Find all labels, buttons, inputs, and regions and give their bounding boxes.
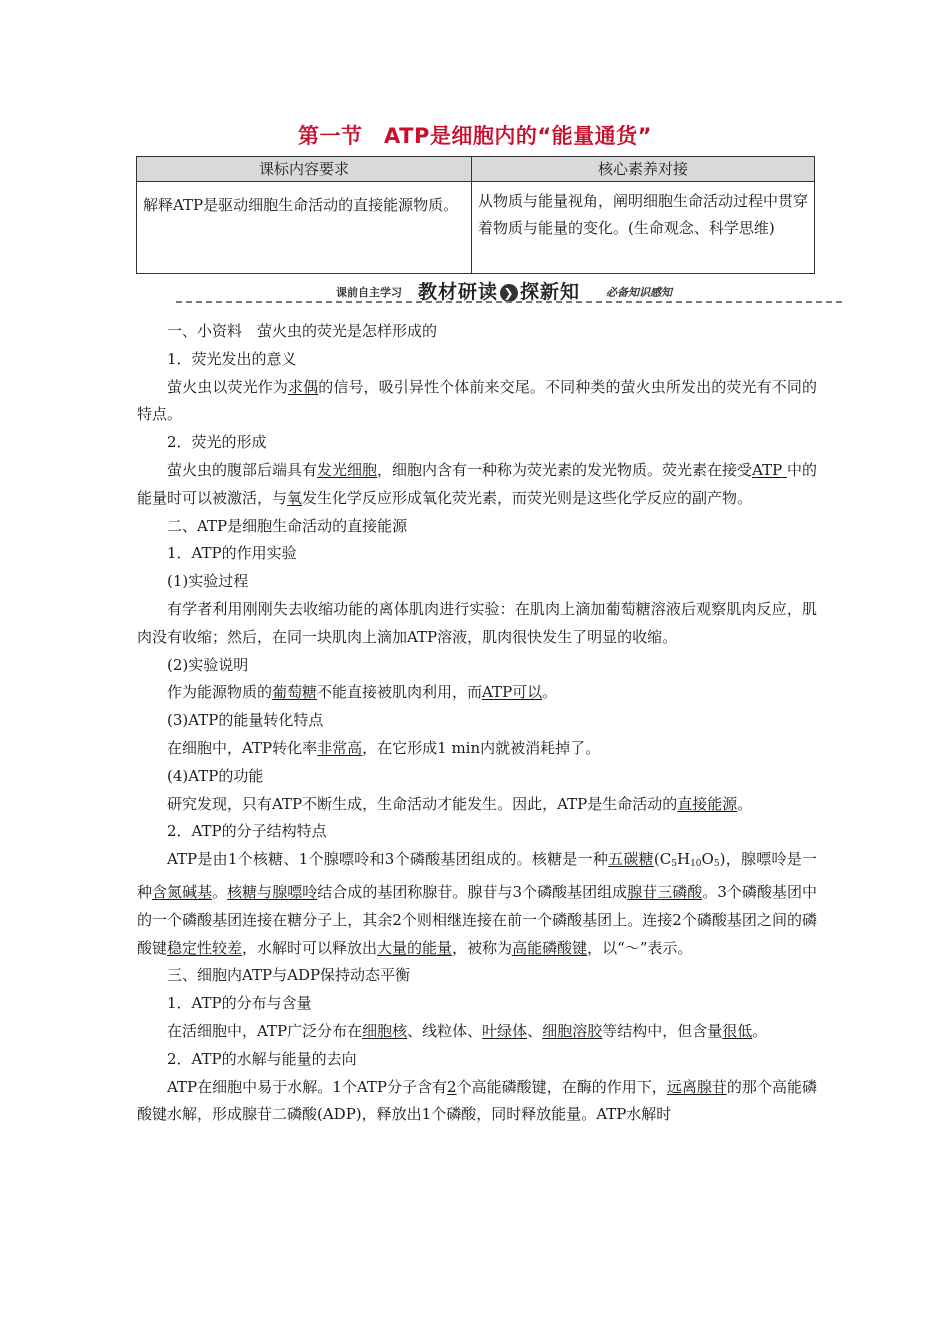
section-banner xyxy=(176,280,842,304)
banner-main-part2: 探新知 xyxy=(520,281,581,303)
banner-right-label: 必备知识感知 xyxy=(606,286,672,299)
paragraph: 有学者利用刚刚失去收缩功能的离体肌肉进行实验：在肌肉上滴加葡萄糖溶液后观察肌肉反应，肌肉没有收缩；然后，在同一块肌肉上滴加ATP溶液，肌肉很快发生了明显的收缩。 xyxy=(137,599,817,646)
subheading: 2．ATP的分子结构特点 xyxy=(167,822,327,841)
subheading: 1．ATP的作用实验 xyxy=(167,544,297,563)
paragraph: 研究发现，只有ATP不断生成，生命活动才能发生。因此，ATP是生命活动的直接能源。 xyxy=(167,794,753,813)
subheading: 2．荧光的形成 xyxy=(167,433,267,452)
subheading: (2)实验说明 xyxy=(167,655,249,674)
banner-main-part1: 教材研读 xyxy=(418,281,499,303)
main-content xyxy=(137,318,817,1129)
subheading: (4)ATP的功能 xyxy=(167,766,264,785)
subheading: (3)ATP的能量转化特点 xyxy=(167,711,324,730)
paragraph: 萤火虫以荧光作为求偶的信号，吸引异性个体前来交尾。不同种类的萤火虫所发出的荧光有不同的特点。 xyxy=(137,377,817,424)
paragraph: 作为能源物质的葡萄糖不能直接被肌肉利用，而ATP可以。 xyxy=(167,683,558,702)
table-cell-core-literacy: 从物质与能量视角，阐明细胞生命活动过程中贯穿着物质与能量的变化。(生命观念、科学思维) xyxy=(472,182,815,274)
banner-left-label: 课前自主学习 xyxy=(336,286,402,299)
subheading: 2．ATP的水解与能量的去向 xyxy=(167,1049,357,1068)
subheading: 1．荧光发出的意义 xyxy=(167,349,297,368)
paragraph: ATP在细胞中易于水解。1个ATP分子含有2个高能磷酸键，在酶的作用下，远离腺苷的那个高能磷酸键水解，形成腺苷二磷酸(ADP)，释放出1个磷酸，同时释放能量。ATP水解时 xyxy=(137,1077,817,1124)
page-title: 第一节 ATP是细胞内的“能量通货” xyxy=(298,124,652,148)
banner-divider xyxy=(176,301,842,303)
subheading: (1)实验过程 xyxy=(167,572,249,591)
subheading: 1．ATP的分布与含量 xyxy=(167,994,312,1013)
paragraph: 萤火虫的腹部后端具有发光细胞，细胞内含有一种称为荧光素的发光物质。荧光素在接受ATP 中的能量时可以被激活，与氧发生化学反应形成氧化荧光素，而荧光则是这些化学反应的副产物。 xyxy=(137,460,817,507)
section-heading-3: 三、细胞内ATP与ADP保持动态平衡 xyxy=(167,966,411,985)
curriculum-requirements-table xyxy=(136,156,815,274)
table-header-core-literacy: 核心素养对接 xyxy=(472,157,815,182)
arrow-icon: ❯ xyxy=(500,284,518,302)
section-heading-2: 二、ATP是细胞生命活动的直接能源 xyxy=(167,516,408,535)
paragraph: 在活细胞中，ATP广泛分布在细胞核、线粒体、叶绿体、细胞溶胶等结构中，但含量很低。 xyxy=(167,1021,768,1040)
paragraph: 在细胞中，ATP转化率非常高，在它形成1 min内就被消耗掉了。 xyxy=(167,738,601,757)
table-cell-curriculum: 解释ATP是驱动细胞生命活动的直接能源物质。 xyxy=(137,182,472,274)
table-header-curriculum: 课标内容要求 xyxy=(137,157,472,182)
section-heading-1: 一、小资料 萤火虫的荧光是怎样形成的 xyxy=(167,322,438,340)
banner-main xyxy=(418,277,580,304)
paragraph: ATP是由1个核糖、1个腺嘌呤和3个磷酸基团组成的。核糖是一种五碳糖$(C_5H_{10}O_5)$，腺嘌呤是一种含氮碱基。核糖与腺嘌呤结合成的基团称腺苷。腺苷与3个磷酸基团组成腺苷三磷酸。3个磷酸基团中的一个磷酸基团连接在糖分子上，其余2个则相继连接在前一个磷酸基团上。连接2个磷酸基团之间的磷酸键稳定性较差，水解时可以释放出大量的能量，被称为高能磷酸键，以“～”表示。 xyxy=(137,850,817,957)
